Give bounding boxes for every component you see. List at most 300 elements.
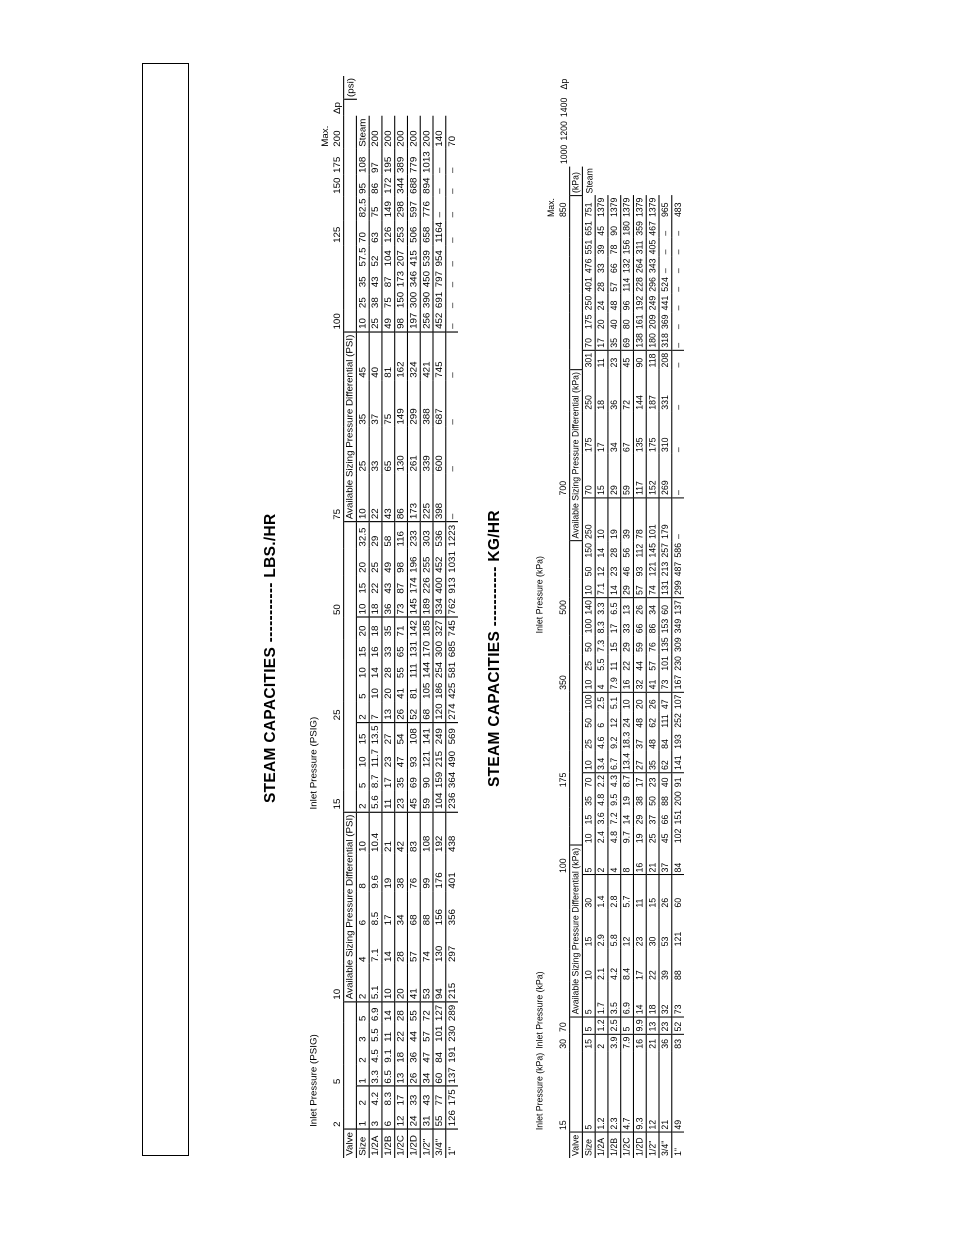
- capacity-cell: 46: [621, 560, 634, 579]
- capacity-cell: –: [672, 369, 684, 411]
- capacity-cell: –: [672, 294, 684, 313]
- capacity-cell: 3.5: [608, 982, 621, 1017]
- valve-size: 1/2B: [608, 1132, 621, 1158]
- capacity-cell: 9.5: [608, 789, 621, 808]
- capacity-cell: 28: [395, 1002, 408, 1023]
- capacity-cell: 2.5: [608, 1017, 621, 1034]
- differential-value: 10: [356, 660, 369, 681]
- capacity-cell: 9.9: [633, 1017, 646, 1034]
- capacity-cell: 50: [646, 789, 659, 808]
- capacity-cell: 40: [659, 772, 672, 789]
- capacity-cell: 487: [672, 560, 684, 579]
- differential-value: 15: [356, 575, 369, 596]
- capacity-cell: 189: [420, 596, 433, 617]
- capacity-cell: 29: [633, 808, 646, 827]
- differential-value: 250: [582, 369, 595, 411]
- capacity-cell: 81: [382, 332, 395, 380]
- table-row: [382, 76, 395, 1158]
- differential-label: Available Sizing Pressure Differential (PSI): [344, 812, 357, 1002]
- capacity-cell: 4.6: [595, 730, 608, 751]
- differential-value: 25: [582, 654, 595, 673]
- differential-value: 150: [582, 541, 595, 560]
- capacity-cell: 390: [420, 290, 433, 311]
- capacity-cell: 343: [646, 256, 659, 275]
- capacity-cell: 14: [608, 578, 621, 597]
- capacity-cell: 78: [633, 498, 646, 541]
- capacity-cell: 66: [659, 808, 672, 827]
- capacity-cell: 200: [395, 116, 408, 149]
- capacity-cell: 913: [446, 575, 458, 596]
- capacity-cell: 18: [395, 1044, 408, 1065]
- capacity-cell: 43: [420, 1086, 433, 1107]
- capacity-cell: –: [659, 256, 672, 275]
- capacity-cell: 388: [420, 380, 433, 427]
- capacity-cell: –: [672, 312, 684, 331]
- capacity-cell: –: [446, 245, 458, 269]
- table-row: [633, 77, 646, 1158]
- capacity-cell: 261: [407, 427, 420, 474]
- capacity-cell: 25: [646, 827, 659, 846]
- capacity-cell: 161: [633, 312, 646, 331]
- capacity-cell: 7.2: [608, 808, 621, 827]
- capacity-cell: –: [446, 310, 458, 331]
- capacity-cell: 156: [433, 891, 446, 928]
- capacity-cell: 42: [395, 812, 408, 855]
- inlet-pressure-value: 5: [331, 1078, 343, 1085]
- capacity-cell: 34: [395, 891, 408, 928]
- differential-value: 95: [356, 175, 369, 196]
- capacity-cell: 52: [369, 245, 382, 269]
- capacity-cell: 137: [446, 1065, 458, 1086]
- capacity-cell: 2.4: [595, 827, 608, 846]
- capacity-cell: 4: [608, 845, 621, 875]
- capacity-cell: 86: [369, 175, 382, 196]
- capacity-cell: 84: [672, 845, 684, 875]
- capacity-cell: 22: [369, 474, 382, 522]
- capacity-cell: 130: [395, 427, 408, 474]
- table-row: [395, 76, 408, 1158]
- lbs-table-title: STEAM CAPACITIES ----------- LBS./HR: [262, 513, 279, 803]
- capacity-cell: 23: [395, 790, 408, 811]
- valve-size: 1/2D: [633, 1132, 646, 1158]
- capacity-cell: 17: [395, 1086, 408, 1107]
- capacity-cell: 45: [659, 827, 672, 846]
- capacity-cell: 20: [633, 692, 646, 711]
- capacity-cell: 19: [633, 827, 646, 846]
- capacity-cell: 1.2: [595, 1017, 608, 1034]
- differential-value: 70: [582, 331, 595, 350]
- capacity-cell: 167: [672, 673, 684, 692]
- capacity-cell: 22: [621, 654, 634, 673]
- capacity-cell: 72: [420, 1002, 433, 1023]
- capacity-cell: 2.3: [608, 1051, 621, 1132]
- capacity-cell: 536: [433, 522, 446, 549]
- capacity-cell: 57: [420, 1023, 433, 1044]
- capacity-cell: 1223: [446, 522, 458, 549]
- differential-value: 10: [356, 474, 369, 522]
- capacity-cell: 7: [369, 701, 382, 722]
- valve-size: 1/2D: [407, 1129, 420, 1158]
- capacity-cell: 9.3: [633, 1051, 646, 1132]
- inlet-pressure-value: 500: [557, 600, 569, 615]
- capacity-cell: 15: [608, 635, 621, 654]
- capacity-cell: 29: [608, 454, 621, 497]
- differential-value: 15: [582, 808, 595, 827]
- capacity-cell: 22: [395, 1023, 408, 1044]
- capacity-cell: 18: [369, 596, 382, 617]
- capacity-cell: 230: [672, 654, 684, 673]
- capacity-cell: 4.8: [595, 789, 608, 808]
- capacity-cell: 192: [433, 812, 446, 855]
- capacity-cell: 10: [595, 498, 608, 541]
- capacity-cell: 12: [621, 910, 634, 949]
- capacity-cell: 14: [633, 982, 646, 1017]
- capacity-cell: 140: [433, 116, 446, 149]
- capacity-cell: 17: [595, 412, 608, 454]
- capacity-cell: 6: [595, 711, 608, 730]
- capacity-cell: 569: [446, 723, 458, 747]
- inlet-pressure-value: 50: [331, 604, 343, 616]
- capacity-cell: 346: [407, 269, 420, 290]
- differential-label: Available Sizing Pressure Differential (kPa): [570, 845, 583, 1017]
- capacity-cell: 691: [433, 290, 446, 311]
- capacity-cell: 300: [407, 290, 420, 311]
- capacity-cell: 311: [633, 238, 646, 257]
- capacity-cell: 298: [395, 196, 408, 220]
- capacity-cell: 33: [621, 617, 634, 636]
- capacity-cell: 141: [672, 751, 684, 773]
- table-row: [659, 77, 672, 1158]
- capacity-cell: 98: [395, 549, 408, 575]
- capacity-cell: 141: [420, 723, 433, 747]
- capacity-cell: 67: [621, 412, 634, 454]
- inlet-pressure-value: 30: [557, 1039, 569, 1049]
- capacity-cell: 264: [633, 256, 646, 275]
- inlet-pressure-value: 75: [331, 508, 343, 520]
- capacity-cell: 18.3: [621, 730, 634, 751]
- capacity-cell: 289: [446, 1002, 458, 1023]
- capacity-cell: 5.5: [595, 654, 608, 673]
- capacity-cell: 14: [382, 1002, 395, 1023]
- capacity-cell: 175: [446, 1086, 458, 1107]
- capacity-cell: 6: [382, 1108, 395, 1129]
- capacity-cell: 73: [395, 596, 408, 617]
- capacity-cell: 425: [446, 680, 458, 701]
- capacity-cell: 80: [621, 312, 634, 331]
- inlet-pressure-value: 10: [331, 988, 343, 1000]
- capacity-cell: 1379: [646, 196, 659, 220]
- capacity-cell: 483: [672, 196, 684, 220]
- capacity-cell: 43: [382, 575, 395, 596]
- capacity-cell: 1.4: [595, 875, 608, 910]
- capacity-cell: 111: [407, 660, 420, 681]
- capacity-cell: 68: [407, 891, 420, 928]
- differential-value: 751: [582, 196, 595, 220]
- differential-value: 5: [582, 845, 595, 875]
- capacity-cell: 300: [433, 639, 446, 660]
- capacity-cell: 41: [407, 964, 420, 1002]
- capacity-cell: 132: [621, 256, 634, 275]
- differential-label: [344, 522, 357, 812]
- capacity-cell: 62: [646, 711, 659, 730]
- capacity-cell: 41: [395, 680, 408, 701]
- capacity-cell: 26: [407, 1065, 420, 1086]
- capacity-cell: 213: [659, 560, 672, 579]
- capacity-cell: 138: [633, 331, 646, 350]
- capacity-cell: 452: [433, 310, 446, 331]
- kg-capacity-table: [534, 76, 684, 1158]
- capacity-cell: –: [659, 219, 672, 238]
- capacity-cell: 175: [646, 412, 659, 454]
- capacity-cell: 185: [420, 617, 433, 638]
- capacity-cell: 2.2: [595, 772, 608, 789]
- capacity-cell: 20: [395, 964, 408, 1002]
- differential-value: 8: [356, 854, 369, 891]
- capacity-cell: 55: [395, 660, 408, 681]
- differential-value: 10: [356, 812, 369, 855]
- capacity-cell: 5.5: [369, 1023, 382, 1044]
- capacity-cell: 130: [433, 928, 446, 965]
- capacity-cell: 22: [369, 575, 382, 596]
- capacity-cell: 70: [446, 116, 458, 149]
- lbs-table-block: [308, 76, 458, 1158]
- dp-label: Δp: [557, 78, 569, 90]
- capacity-cell: –: [672, 350, 684, 369]
- capacity-cell: 1.7: [595, 982, 608, 1017]
- capacity-cell: 59: [621, 454, 634, 497]
- capacity-cell: 45: [595, 219, 608, 238]
- differential-value: 35: [582, 789, 595, 808]
- differential-value: 2: [356, 1044, 369, 1065]
- capacity-cell: –: [672, 275, 684, 294]
- capacity-cell: 8.7: [621, 772, 634, 789]
- capacity-cell: 101: [659, 654, 672, 673]
- capacity-cell: 35: [382, 617, 395, 638]
- valve-label: Valve: [344, 1129, 357, 1158]
- capacity-cell: 191: [446, 1044, 458, 1065]
- capacity-cell: 81: [407, 680, 420, 701]
- capacity-cell: 41: [646, 673, 659, 692]
- capacity-cell: 685: [446, 639, 458, 660]
- capacity-cell: 1379: [621, 196, 634, 220]
- capacity-cell: 60: [433, 1065, 446, 1086]
- capacity-cell: 10: [621, 692, 634, 711]
- capacity-cell: 126: [446, 1108, 458, 1129]
- capacity-cell: 36: [407, 1044, 420, 1065]
- valve-label: Valve: [570, 1132, 583, 1158]
- capacity-cell: 88: [420, 891, 433, 928]
- capacity-cell: 11.7: [369, 747, 382, 770]
- capacity-cell: 91: [672, 772, 684, 789]
- differential-value: 2: [356, 701, 369, 722]
- capacity-cell: 23: [608, 560, 621, 579]
- capacity-cell: –: [672, 498, 684, 541]
- capacity-cell: 200: [407, 116, 420, 149]
- capacity-cell: 102: [672, 827, 684, 846]
- capacity-cell: 25: [369, 549, 382, 575]
- table-row: [407, 76, 420, 1158]
- capacity-cell: 94: [433, 964, 446, 1002]
- capacity-cell: 13: [395, 1065, 408, 1086]
- capacity-cell: 310: [659, 412, 672, 454]
- capacity-cell: 43: [369, 269, 382, 290]
- capacity-cell: 149: [395, 380, 408, 427]
- capacity-cell: 1013: [420, 149, 433, 175]
- capacity-cell: 108: [407, 723, 420, 747]
- differential-value: 3: [356, 1023, 369, 1044]
- differential-value: 476: [582, 256, 595, 275]
- capacity-cell: –: [672, 331, 684, 350]
- differential-label: [344, 100, 357, 332]
- capacity-cell: 17: [382, 770, 395, 791]
- capacity-cell: 3.3: [369, 1065, 382, 1086]
- capacity-cell: 5.7: [621, 875, 634, 910]
- capacity-cell: 36: [382, 596, 395, 617]
- capacity-cell: 309: [672, 635, 684, 654]
- capacity-cell: 2.9: [595, 910, 608, 949]
- differential-value: 5: [356, 770, 369, 791]
- differential-value: 57.5: [356, 245, 369, 269]
- capacity-cell: 438: [446, 812, 458, 855]
- table-row: [595, 77, 608, 1158]
- capacity-cell: 600: [433, 427, 446, 474]
- capacity-cell: 965: [659, 196, 672, 220]
- capacity-cell: 228: [633, 275, 646, 294]
- capacity-cell: 108: [420, 812, 433, 855]
- capacity-cell: 116: [395, 522, 408, 549]
- capacity-cell: 6.5: [382, 1065, 395, 1086]
- capacity-cell: 4.2: [608, 948, 621, 982]
- differential-value: 1: [356, 1108, 369, 1129]
- capacity-cell: 452: [433, 549, 446, 575]
- capacity-cell: 3.6: [595, 808, 608, 827]
- differential-value: 70: [582, 454, 595, 497]
- capacity-cell: 59: [420, 790, 433, 811]
- capacity-cell: 59: [633, 635, 646, 654]
- capacity-cell: –: [672, 256, 684, 275]
- capacity-cell: 11: [382, 790, 395, 811]
- differential-value: 10: [356, 310, 369, 331]
- inlet-pressure-label: Inlet Pressure (kPa): [534, 971, 545, 1049]
- capacity-cell: 75: [382, 380, 395, 427]
- capacity-cell: 101: [433, 1023, 446, 1044]
- capacity-cell: –: [446, 380, 458, 427]
- capacity-cell: 186: [433, 680, 446, 701]
- capacity-cell: 39: [595, 238, 608, 257]
- capacity-cell: 71: [395, 617, 408, 638]
- capacity-cell: 9.6: [369, 854, 382, 891]
- capacity-cell: –: [672, 219, 684, 238]
- capacity-cell: 21: [382, 812, 395, 855]
- capacity-cell: 894: [420, 175, 433, 196]
- capacity-cell: 369: [659, 312, 672, 331]
- capacity-cell: 17: [595, 331, 608, 350]
- valve-size: 1/2": [646, 1132, 659, 1158]
- differential-value: 45: [356, 332, 369, 380]
- differential-value: 32.5: [356, 522, 369, 549]
- inlet-pressure-value: 1200: [557, 121, 569, 141]
- capacity-cell: 90: [608, 219, 621, 238]
- valve-size: 3/4": [433, 1129, 446, 1158]
- capacity-cell: –: [446, 269, 458, 290]
- capacity-cell: 21: [646, 1034, 659, 1051]
- capacity-cell: 145: [646, 541, 659, 560]
- inlet-pressure-value: 850: [557, 202, 569, 218]
- inlet-pressure-label: Inlet Pressure (PSIG): [308, 716, 319, 810]
- capacity-cell: 6.9: [369, 1002, 382, 1023]
- capacity-cell: 121: [672, 910, 684, 949]
- differential-label: Available Sizing Pressure Differential (kPa): [570, 369, 583, 541]
- capacity-cell: 38: [369, 290, 382, 311]
- capacity-cell: 83: [407, 812, 420, 855]
- capacity-cell: 3.4: [595, 751, 608, 773]
- capacity-cell: 55: [433, 1108, 446, 1129]
- margin-box: [142, 63, 189, 1156]
- differential-label: [344, 1002, 357, 1129]
- differential-value: 70: [582, 772, 595, 789]
- capacity-cell: 20: [382, 680, 395, 701]
- differential-value: 30: [582, 875, 595, 910]
- capacity-cell: 53: [420, 964, 433, 1002]
- capacity-cell: 13.5: [369, 723, 382, 747]
- capacity-cell: 334: [433, 596, 446, 617]
- capacity-cell: 16: [633, 845, 646, 875]
- capacity-cell: 236: [446, 790, 458, 811]
- inlet-pressure-value: 175: [331, 156, 343, 174]
- capacity-cell: –: [672, 238, 684, 257]
- differential-value: 100: [582, 692, 595, 711]
- capacity-cell: 13: [646, 1017, 659, 1034]
- inlet-pressure-value: 1400: [557, 97, 569, 118]
- capacity-cell: 274: [446, 701, 458, 722]
- capacity-cell: 193: [672, 730, 684, 751]
- capacity-cell: 200: [672, 789, 684, 808]
- differential-value: 15: [582, 910, 595, 949]
- dp-label: Δp: [331, 102, 343, 115]
- capacity-cell: 75: [382, 290, 395, 311]
- capacity-cell: 8.3: [595, 617, 608, 636]
- capacity-cell: 225: [420, 474, 433, 522]
- capacity-cell: –: [446, 474, 458, 522]
- inlet-pressure-value: 2: [331, 1121, 343, 1127]
- inlet-pressure-value: 200: [331, 130, 343, 147]
- capacity-cell: –: [672, 454, 684, 497]
- capacity-cell: 35: [608, 331, 621, 350]
- capacity-cell: 57: [646, 654, 659, 673]
- differential-value: 35: [356, 269, 369, 290]
- capacity-cell: 99: [420, 854, 433, 891]
- capacity-cell: 162: [395, 332, 408, 380]
- capacity-cell: 33: [407, 1086, 420, 1107]
- dp-unit: (psi): [344, 76, 357, 100]
- capacity-cell: 104: [382, 245, 395, 269]
- capacity-cell: 180: [621, 219, 634, 238]
- capacity-cell: 156: [621, 238, 634, 257]
- capacity-cell: 6.7: [608, 751, 621, 773]
- capacity-cell: 405: [646, 238, 659, 257]
- capacity-cell: 688: [407, 175, 420, 196]
- capacity-cell: 32: [633, 673, 646, 692]
- capacity-cell: 779: [407, 149, 420, 175]
- capacity-cell: –: [659, 238, 672, 257]
- capacity-cell: 7.1: [595, 578, 608, 597]
- capacity-cell: 8.7: [369, 770, 382, 791]
- capacity-cell: 257: [659, 541, 672, 560]
- capacity-cell: 9.2: [608, 730, 621, 751]
- valve-size: 1/2A: [369, 1129, 382, 1158]
- capacity-cell: 200: [420, 116, 433, 149]
- capacity-cell: –: [433, 175, 446, 196]
